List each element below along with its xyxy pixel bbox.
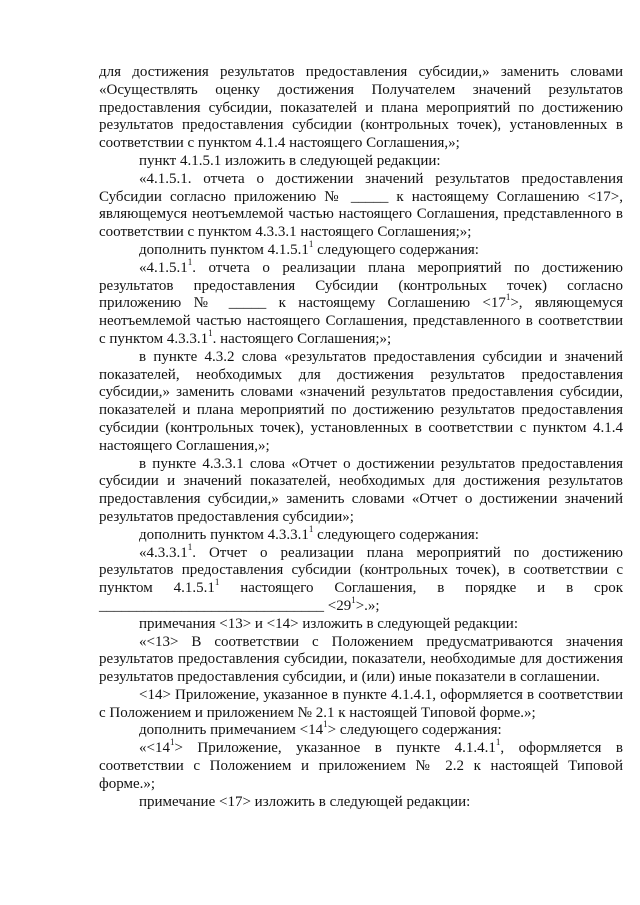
superscript-index: 1	[169, 737, 175, 748]
document-paragraph	[99, 737, 623, 793]
superscript-index: 1	[505, 292, 511, 303]
document-page	[99, 64, 623, 811]
document-paragraph	[99, 171, 623, 242]
paragraph-text: дополнить примечанием <14	[139, 722, 324, 739]
paragraph-text: дополнить пунктом 4.1.5.1	[139, 241, 309, 258]
paragraph-text: следующего содержания:	[313, 241, 479, 258]
document-paragraph	[99, 349, 623, 456]
paragraph-text: «<13> В соответствии с Положением предусматриваются значения результатов предоставления субсидии, показатели, необходимые для достижения результатов предоставления субсидии, и (или) иные показатели в соглашении.	[99, 633, 623, 686]
paragraph-text: пункт 4.1.5.1 изложить в следующей редакции:	[139, 152, 441, 169]
paragraph-text: . отчета о реализации плана мероприятий по достижению результатов предоставления Субсидии (контрольных точек) согласно приложению № _____ к настоящему Соглашению <17	[99, 259, 623, 312]
superscript-index: 1	[495, 737, 501, 748]
superscript-index: 1	[187, 541, 193, 552]
paragraph-text: > следующего содержания:	[327, 722, 502, 739]
document-paragraph	[99, 153, 623, 171]
superscript-index: 1	[351, 594, 356, 605]
superscript-index: 1	[208, 327, 213, 338]
document-paragraph	[99, 616, 623, 634]
paragraph-text: «4.1.5.1. отчета о достижении значений результатов предоставления Субсидии согласно приложению № _____ к настоящему Соглашению <17>, являющемуся неотъемлемой частью настоящего Соглашения, представленного в соответствии с пунктом 4.3.3.1 настоящего Соглашения;»;	[99, 170, 623, 241]
paragraph-text: примечание <17> изложить в следующей редакции:	[139, 793, 471, 810]
paragraph-text: > Приложение, указанное в пункте 4.1.4.1	[174, 740, 496, 757]
paragraph-text: в пункте 4.3.3.1 слова «Отчет о достижении результатов предоставления субсидии и значений показателей, необходимых для достижения результатов предоставления субсидии,» заменить словами «Отчет о достижении значений результатов предоставления субсидии»;	[99, 455, 623, 525]
paragraph-text: для достижения результатов предоставления субсидии,» заменить словами «Осуществлять оценку достижения Получателем значений результатов предоставления субсидии, показателей и плана мероприятий по достижению результатов предоставления субсидии (контрольных точек), установленных в соответствии с пунктом 4.1.4 настоящего Соглашения,»;	[99, 64, 623, 152]
superscript-index: 1	[308, 523, 314, 534]
document-paragraph	[99, 256, 623, 349]
superscript-index: 1	[308, 238, 314, 249]
superscript-index: 1	[323, 719, 328, 730]
document-paragraph	[99, 523, 623, 545]
document-paragraph	[99, 794, 623, 812]
paragraph-text: . настоящего Соглашения;»;	[212, 330, 392, 347]
document-paragraph	[99, 541, 623, 616]
paragraph-text: дополнить пунктом 4.3.3.1	[139, 526, 309, 543]
paragraph-text: следующего содержания:	[313, 526, 479, 543]
superscript-index: 1	[187, 256, 193, 267]
document-paragraph	[99, 238, 623, 260]
paragraph-text: настоящего Соглашения, в порядке и в срок ______________________________ <29	[99, 580, 623, 614]
paragraph-text: <14> Приложение, указанное в пункте 4.1.4.1, оформляется в соответствии с Положением и приложением № 2.1 к настоящей Типовой форме.»;	[99, 686, 623, 721]
superscript-index: 1	[214, 577, 220, 588]
document-paragraph	[99, 687, 623, 723]
paragraph-text: «4.1.5.1	[139, 259, 188, 276]
paragraph-text: «<14	[139, 740, 170, 757]
document-paragraph	[99, 456, 623, 527]
document-paragraph	[99, 719, 623, 740]
paragraph-text: >, являющемуся неотъемлемой частью настоящего Соглашения, представленного в соответствии с пунктом 4.3.3.1	[99, 295, 623, 347]
paragraph-text: в пункте 4.3.2 слова «результатов предоставления субсидии и значений показателей, необходимых для достижения результатов предоставления субсидии,» заменить словами «значений результатов предоставления субсидии, показателей и плана мероприятий по достижению результатов предоставления субсидии (контрольных точек), установленных в соответствии с пунктом 4.1.4 настоящего Соглашения,»;	[99, 348, 623, 454]
document-paragraph	[99, 64, 623, 153]
paragraph-text: примечания <13> и <14> изложить в следующей редакции:	[139, 615, 518, 632]
document-paragraph	[99, 634, 623, 687]
paragraph-text: , оформляется в соответствии с Положением и приложением № 2.2 к настоящей Типовой форме.»;	[99, 740, 623, 792]
paragraph-text: >.»;	[355, 597, 380, 614]
paragraph-text: . Отчет о реализации плана мероприятий по достижению результатов предоставления субсидии (контрольных точек), в соответствии с пунктом 4.1.5.1	[99, 544, 623, 597]
paragraph-text: «4.3.3.1	[139, 544, 188, 561]
